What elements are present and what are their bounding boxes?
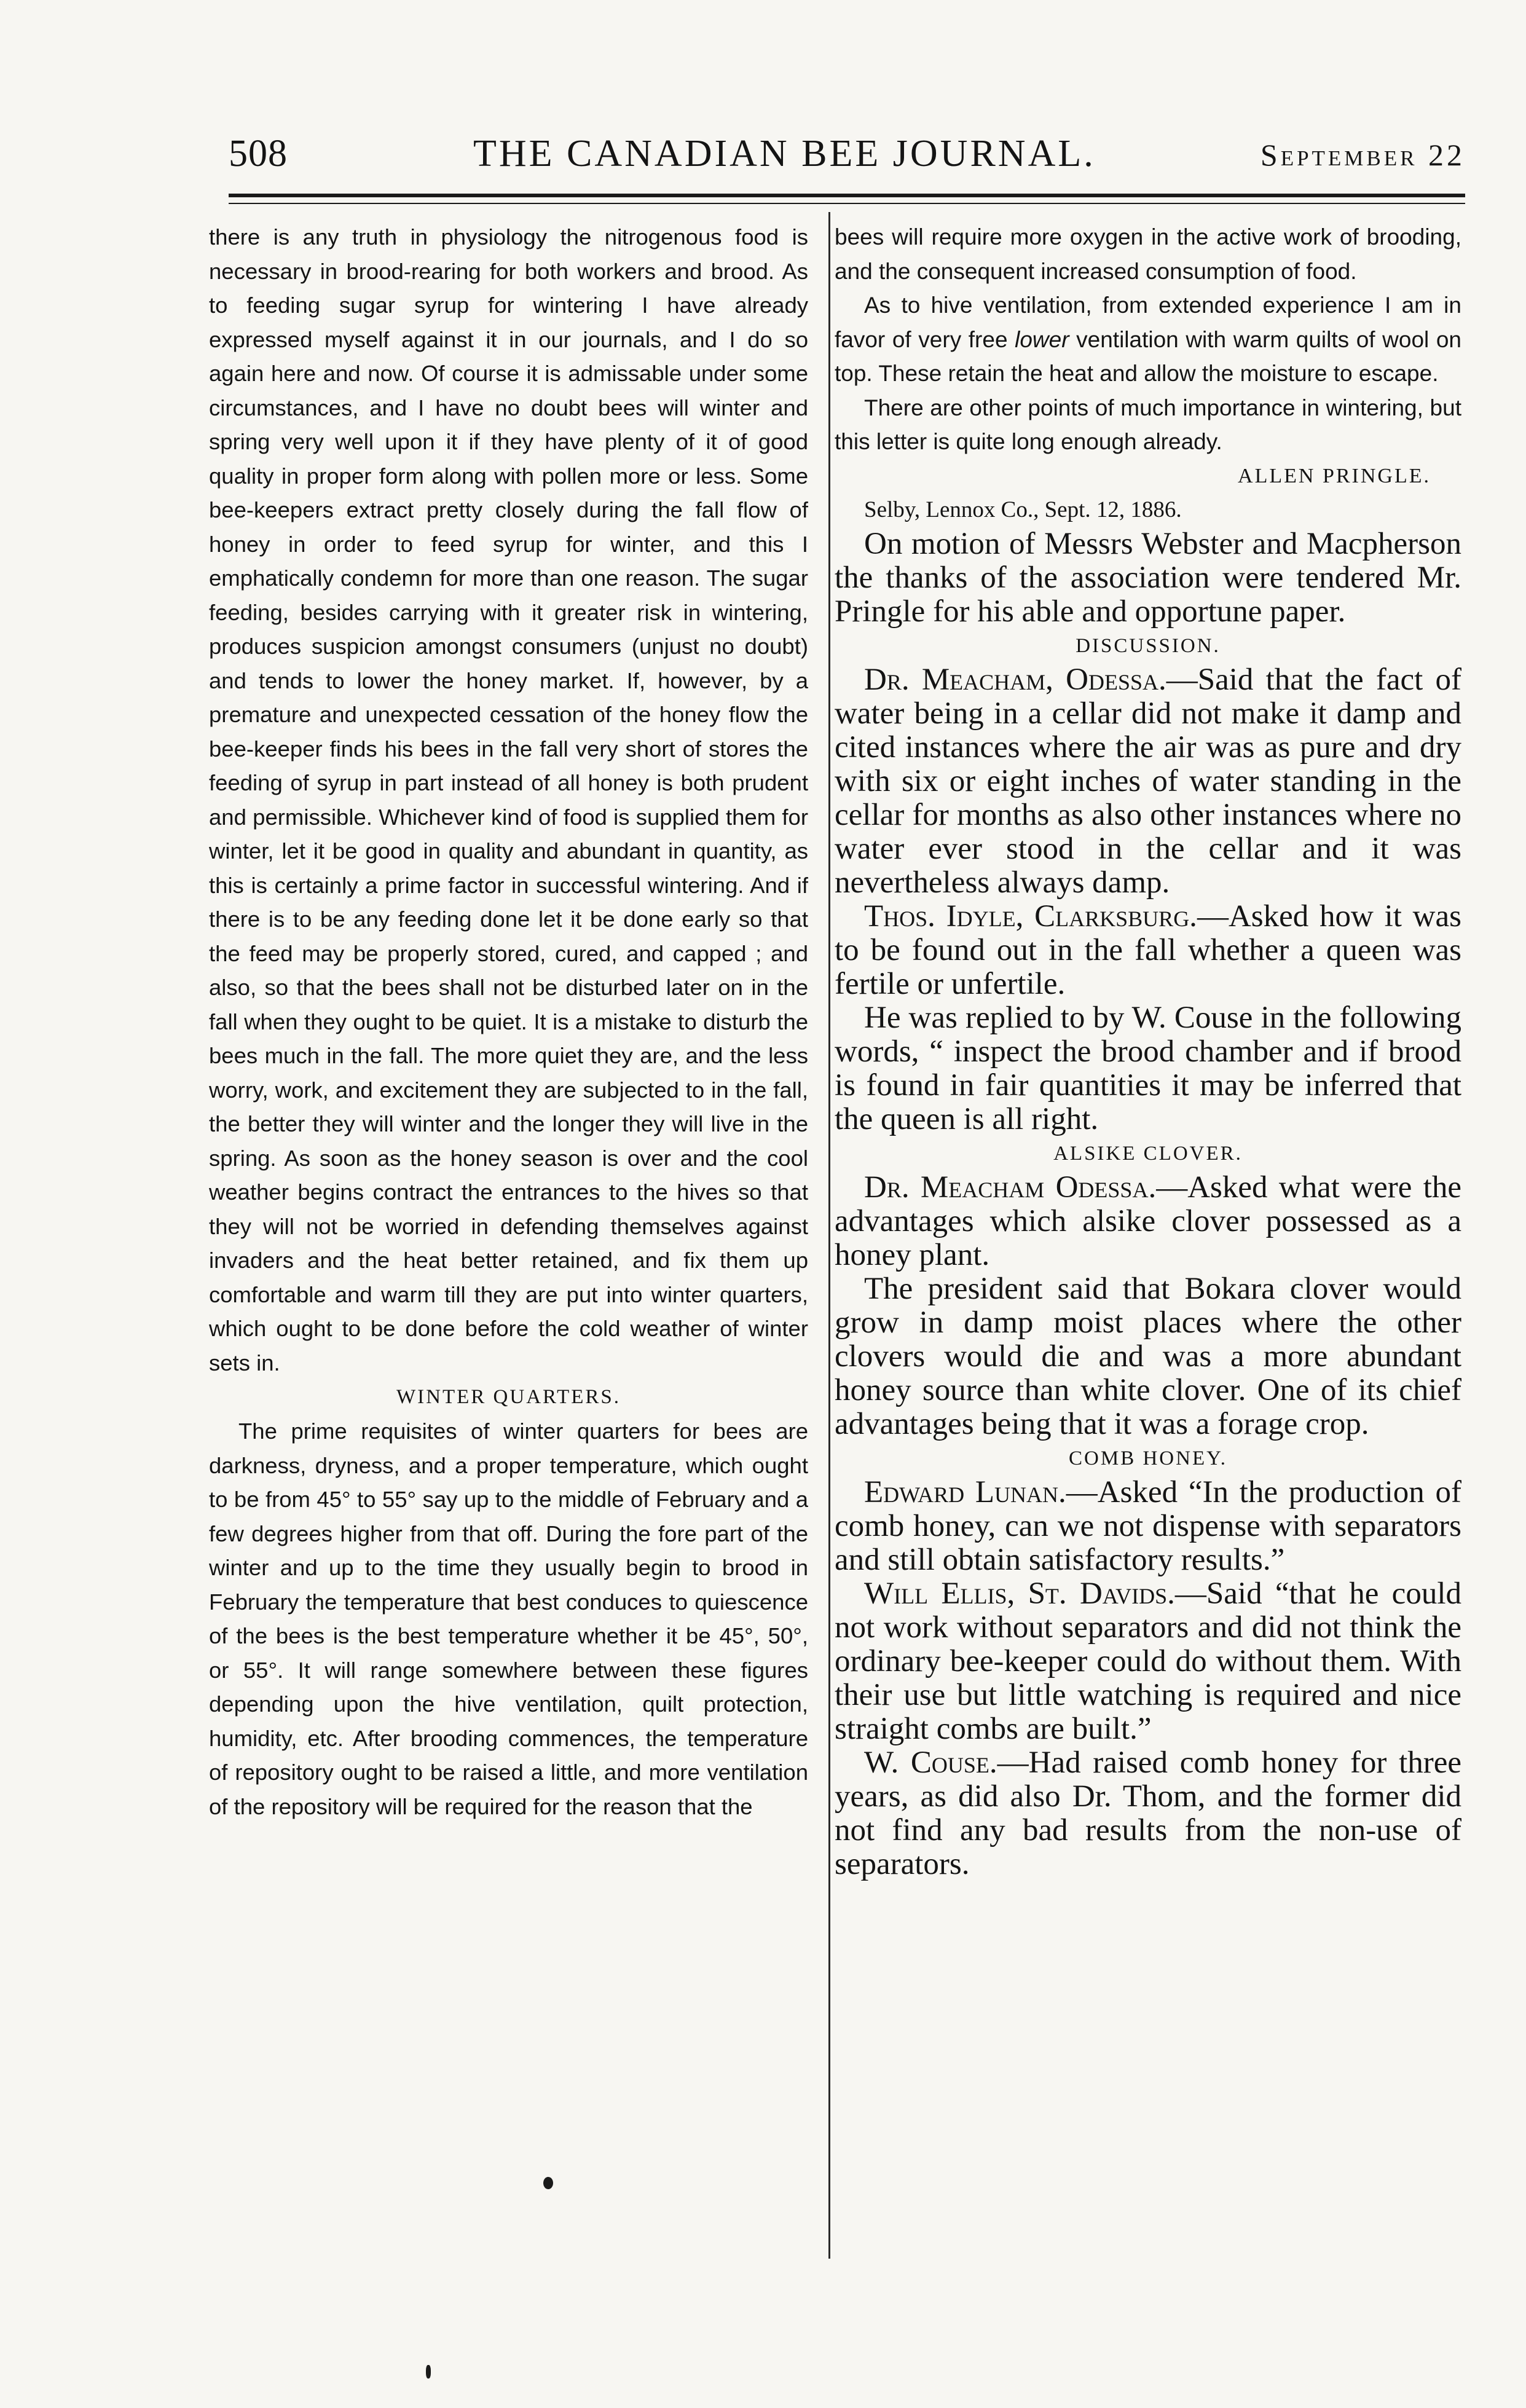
- letter-dateline: Selby, Lennox Co., Sept. 12, 1886.: [864, 497, 1182, 522]
- column-divider: [828, 212, 830, 2259]
- right-paragraph-other-points: There are other points of much importance in wintering, but this letter is quite long enough already.: [835, 395, 1461, 454]
- meacham-water-text: —Said that the fact of water being in a cellar did not make it damp and cited instances where the air was as pure and dry with six or eight inches of water standing in the cellar for months as also other instances where no water ever stood in the cellar and it was nevertheless always damp.: [835, 662, 1461, 900]
- speaker-ellis: Will Ellis, St. Davids.: [864, 1576, 1175, 1611]
- speaker-meacham: Dr. Meacham, Odessa.: [864, 662, 1166, 697]
- page-number: 508: [229, 133, 288, 175]
- discussion-body: [835, 527, 1461, 1881]
- heading-discussion: DISCUSSION.: [1076, 634, 1221, 657]
- meacham-alsike-text: —Asked what were the advantages which alsike clover possessed as a honey plant.: [835, 1170, 1461, 1272]
- couse-reply-paragraph: He was replied to by W. Couse in the following words, “ inspect the brood chamber and if brood is found in fair quantities it may be inferred that the queen is all right.: [835, 1000, 1461, 1136]
- right-paragraph-oxygen: bees will require more oxygen in the active work of brooding, and the consequent increased consumption of food.: [835, 224, 1461, 284]
- ink-speck: [426, 2365, 431, 2378]
- heading-winter-quarters: WINTER QUARTERS.: [396, 1386, 621, 1408]
- lunan-paragraph: [835, 1476, 1461, 1577]
- header-rule-thick: [229, 194, 1465, 197]
- ellis-text: —Said “that he could not work without separators and did not think the ordinary bee-keeper could do without them. With their use but little watching is required and nice straight combs are built.”: [835, 1576, 1461, 1746]
- ink-speck: [543, 2177, 553, 2189]
- ventilation-text-b: ventilation with warm quilts of wool on top. These retain the heat and allow the moisture to escape.: [835, 326, 1461, 386]
- heading-alsike-clover: ALSIKE CLOVER.: [1053, 1142, 1243, 1165]
- right-column: [835, 220, 1461, 2260]
- author-signature: ALLEN PRINGLE.: [1238, 464, 1431, 487]
- speaker-meacham-2: Dr. Meacham Odessa.: [864, 1170, 1157, 1205]
- header-rule-thin: [229, 203, 1465, 204]
- ellis-paragraph: [835, 1577, 1461, 1746]
- issue-date: September 22: [1260, 138, 1465, 172]
- couse-text: —Had raised comb honey for three years, as did also Dr. Thom, and the former did not find any bad results from the non-use of separators.: [835, 1745, 1461, 1881]
- left-paragraph-feeding: there is any truth in physiology the nitrogenous food is necessary in brood-rearing for both workers and brood. As to feeding sugar syrup for wintering I have already expressed myself against it in our journals, and I do so again here and now. Of course it is admissable under some circumstances, and I have no doubt bees will winter and spring very well upon it if they have plenty of it of good quality in proper form along with pollen more or less. Some bee-keepers extract pretty closely during the fall flow of honey in order to feed syrup for winter, and this I emphatically condemn for more than one reason. The sugar feeding, besides carrying with it greater risk in wintering, produces suspicion amongst consumers (unjust no doubt) and tends to lower the honey market. If, however, by a premature and unexpected cessation of the honey flow the bee-keeper finds his bees in the fall very short of stores the feeding of syrup in part instead of all honey is both prudent and permissible. Whichever kind of food is supplied them for winter, let it be good in quality and abundant in quantity, as this is certainly a prime factor in successful wintering. And if there is to be any feeding done let it be done early so that the feed may be properly stored, cured, and capped ; and also, so that the bees shall not be disturbed later on in the fall when they ought to be quiet. It is a mistake to disturb the bees much in the fall. The more quiet they are, and the less worry, work, and excitement they are subjected to in the fall, the better they will winter and the longer they will live in the spring. As soon as the honey season is over and the cool weather begins contract the entrances to the hives so that they will not be worried in defending themselves against invaders and the heat better retained, and fix them up comfortable and warm till they are put into winter quarters, which ought to be done before the cold weather of winter sets in.: [209, 224, 808, 1375]
- motion-paragraph: On motion of Messrs Webster and Macpherson the thanks of the association were tendered Mr. Pringle for his able and opportune paper.: [835, 526, 1461, 629]
- left-column: [209, 220, 808, 2260]
- speaker-couse: W. Couse.: [864, 1745, 997, 1780]
- idyle-paragraph: [835, 900, 1461, 1001]
- speaker-lunan: Edward Lunan.: [864, 1474, 1066, 1509]
- journal-title: THE CANADIAN BEE JOURNAL.: [473, 133, 1096, 175]
- speaker-idyle: Thos. Idyle, Clarksburg.: [864, 899, 1197, 934]
- couse-paragraph: [835, 1746, 1461, 1881]
- heading-comb-honey: COMB HONEY.: [1069, 1447, 1227, 1470]
- right-paragraph-ventilation: [835, 288, 1461, 391]
- left-paragraph-winter-quarters: The prime requisites of winter quarters for bees are darkness, dryness, and a proper temperature, which ought to be from 45° to 55° say up to the middle of February and a few degrees higher from that off. During the fore part of the winter and up to the time they usually begin to brood in February the temperature that best conduces to quiescence of the bees is the best temperature whether it be 45°, 50°, or 55°. It will range somewhere between these figures depending upon the hive ventilation, quilt protection, humidity, etc. After brooding commences, the temperature of repository ought to be raised a little, and more ventilation of the repository will be required for the reason that the: [209, 1418, 808, 1819]
- idyle-text: —Asked how it was to be found out in the fall whether a queen was fertile or unfertile.: [835, 899, 1461, 1001]
- president-paragraph: The president said that Bokara clover would grow in damp moist places where the other clovers would die and was a more abundant honey source than white clover. One of its chief advantages being that it was a forage crop.: [835, 1271, 1461, 1441]
- page-header: [229, 132, 1465, 187]
- meacham-water-paragraph: [835, 663, 1461, 900]
- ventilation-emphasis: lower: [1015, 326, 1069, 352]
- meacham-alsike-paragraph: [835, 1171, 1461, 1272]
- ventilation-text-a: As to hive ventilation, from extended experience I am in favor of very free: [835, 293, 1461, 352]
- lunan-text: —Asked “In the production of comb honey, can we not dispense with separators and still obtain satisfactory results.”: [835, 1474, 1461, 1577]
